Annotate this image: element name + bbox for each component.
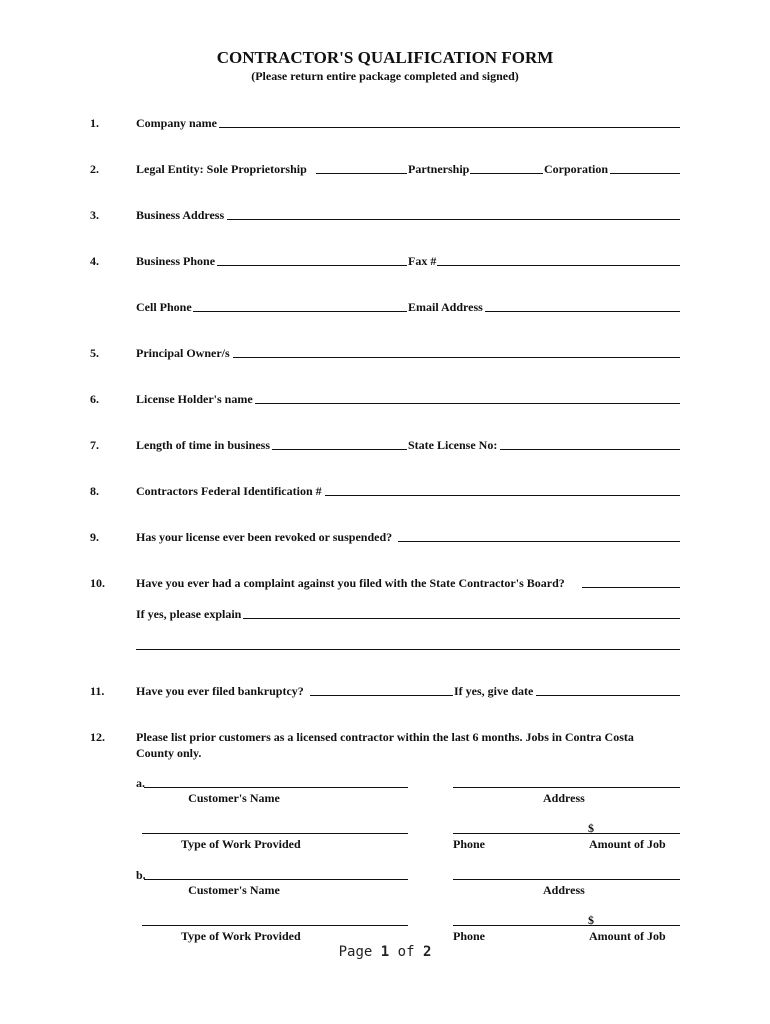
q11-number: 11. (90, 684, 105, 698)
entry-b-letter: b. (136, 868, 146, 882)
bankruptcy-field[interactable] (310, 695, 453, 696)
legal-entity-label: Legal Entity: Sole Proprietorship (136, 162, 307, 176)
of-word: of (397, 944, 415, 960)
federal-id-field[interactable] (325, 495, 680, 496)
entry-b-amount-label: Amount of Job (589, 929, 666, 943)
bankruptcy-label: Have you ever filed bankruptcy? (136, 684, 304, 698)
entry-a-letter: a. (136, 776, 145, 790)
entry-b-dollar-sign: $ (588, 913, 594, 927)
principal-owner-label: Principal Owner/s (136, 346, 230, 360)
business-phone-label: Business Phone (136, 254, 216, 268)
license-holder-label: License Holder's name (136, 392, 253, 406)
complaint-label: Have you ever had a complaint against you filed with the State Contractor's Board? (136, 576, 565, 590)
q4-number: 4. (90, 254, 99, 268)
corporation-field[interactable] (610, 173, 680, 174)
q2-number: 2. (90, 162, 99, 176)
entry-a-address-label: Address (543, 791, 585, 805)
entry-b-work-field[interactable] (142, 925, 408, 926)
entry-a-address-field[interactable] (453, 787, 680, 788)
entry-a-work-field[interactable] (142, 833, 408, 834)
complaint-field[interactable] (582, 587, 680, 588)
q3-number: 3. (90, 208, 99, 222)
q6-number: 6. (90, 392, 99, 406)
entry-b-customer-field[interactable] (144, 879, 408, 880)
entry-a-customer-label: Customer's Name (188, 791, 280, 805)
partnership-field[interactable] (470, 173, 543, 174)
corporation-label: Corporation (544, 162, 608, 176)
business-address-field[interactable] (227, 219, 680, 220)
company-name-label: Company name (136, 116, 218, 130)
page-word: Page (338, 944, 373, 960)
state-license-label: State License No: (408, 438, 498, 452)
fax-label: Fax # (408, 254, 437, 268)
prior-customers-text: Please list prior customers as a licensed contractor within the last 6 months. Jobs in Contra Costa (136, 730, 634, 744)
email-address-field[interactable] (485, 311, 680, 312)
entry-b-customer-label: Customer's Name (188, 883, 280, 897)
state-license-field[interactable] (500, 449, 680, 450)
business-address-label: Business Address (136, 208, 225, 222)
page-total: 2 (422, 944, 432, 960)
q12-number: 12. (90, 730, 105, 744)
entry-b-work-label: Type of Work Provided (181, 929, 301, 943)
q10-number: 10. (90, 576, 105, 590)
entry-b-phone-label: Phone (453, 929, 486, 943)
page-number (0, 944, 770, 960)
explain-field-line-2[interactable] (136, 649, 680, 650)
entry-a-phone-amount-field[interactable] (453, 833, 680, 834)
license-holder-field[interactable] (255, 403, 680, 404)
email-address-label: Email Address (408, 300, 483, 314)
entry-a-phone-label: Phone (453, 837, 486, 851)
prior-customers-text-2: County only. (136, 746, 202, 760)
company-name-field[interactable] (219, 127, 680, 128)
bankruptcy-date-label: If yes, give date (454, 684, 534, 698)
entry-a-work-label: Type of Work Provided (181, 837, 301, 851)
cell-phone-label: Cell Phone (136, 300, 192, 314)
entry-a-dollar-sign: $ (588, 821, 594, 835)
entry-a-amount-label: Amount of Job (589, 837, 666, 851)
q7-number: 7. (90, 438, 99, 452)
page-current: 1 (380, 944, 390, 960)
fax-field[interactable] (437, 265, 680, 266)
time-in-business-label: Length of time in business (136, 438, 271, 452)
entry-b-address-field[interactable] (453, 879, 680, 880)
cell-phone-field[interactable] (193, 311, 407, 312)
entry-b-address-label: Address (543, 883, 585, 897)
entry-a-customer-field[interactable] (144, 787, 408, 788)
business-phone-field[interactable] (217, 265, 407, 266)
principal-owner-field[interactable] (233, 357, 680, 358)
q1-number: 1. (90, 116, 99, 130)
license-revoked-label: Has your license ever been revoked or suspended? (136, 530, 393, 544)
time-in-business-field[interactable] (272, 449, 407, 450)
q8-number: 8. (90, 484, 99, 498)
q9-number: 9. (90, 530, 99, 544)
q5-number: 5. (90, 346, 99, 360)
federal-id-label: Contractors Federal Identification # (136, 484, 322, 498)
sole-proprietorship-field[interactable] (316, 173, 407, 174)
entry-b-phone-amount-field[interactable] (453, 925, 680, 926)
bankruptcy-date-field[interactable] (536, 695, 680, 696)
partnership-label: Partnership (408, 162, 470, 176)
license-revoked-field[interactable] (398, 541, 680, 542)
form-title: CONTRACTOR'S QUALIFICATION FORM (216, 48, 554, 67)
explain-field[interactable] (243, 618, 680, 619)
explain-label: If yes, please explain (136, 607, 242, 621)
form-subtitle: (Please return entire package completed and signed) (251, 69, 519, 83)
